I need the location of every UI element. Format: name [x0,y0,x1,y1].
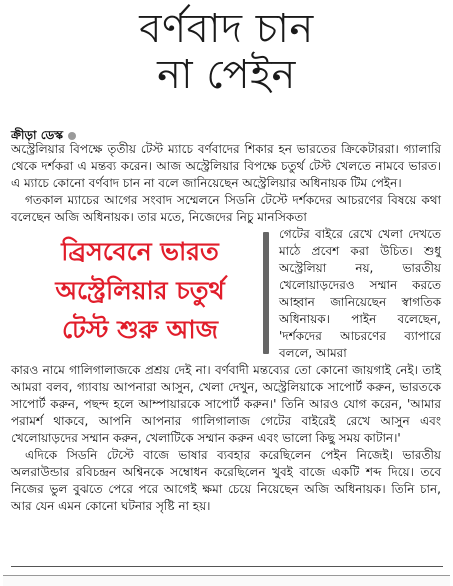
next-article-edge [3,575,450,586]
paragraph-2-lead: গতকাল ম্যাচের আগের সংবাদ সম্মেলনে সিডনি টেস্টে দর্শকদের আচরণের বিষয়ে কথা বলেছেন অজি অধিনায়ক। তার মতে, নিজেদের নিচু মানসিকতা [11,193,441,224]
pull-quote-line-3: টেস্ট শুরু আজ [61,315,219,344]
paragraph-3: এদিকে সিডনি টেস্টে বাজে ভাষার ব্যবহার করেছিলেন পেইন নিজেই। ভারতীয় অলরাউন্ডার রবিচন্দ্রন অশ্বিনকে সম্বোধন করেছিলেন খুবই বাজে একটি শব্দ দিয়ে। তবে নিজের ভুল বুঝতে পেরে পরে আগেই ক্ষমা চেয়ে নিয়েছেন অজি অধিনায়ক। তিনি চান, আর যেন এমন কোনো ঘটনার সৃষ্টি না হয়। [11,448,441,513]
paragraph-1: অস্ট্রেলিয়ার বিপক্ষে তৃতীয় টেস্ট ম্যাচে বর্ণবাদের শিকার হন ভারতের ক্রিকেটাররা। গ্যালারি থেকে দর্শকরা এ মন্তব্য করেন। আজ অস্ট্রেলিয়ার বিপক্ষে চতুর্থ টেস্ট খেলতে নামবে ভারত। এ ম্যাচে কোনো বর্ণবাদ চান না বলে জানিয়েছেন অস্ট্রেলিয়ার অধিনায়ক টিম পেইন। [11,142,441,190]
headline-line-2: না পেইন [157,52,296,98]
divider [11,566,443,567]
newspaper-clipping [3,0,450,585]
bullet-dot-icon [68,132,76,140]
dateline-text: ক্রীড়া ডেস্ক [11,128,64,142]
pull-quote-text [15,232,265,349]
pull-quote-wrap [11,226,441,362]
pull-quote-bar [263,232,269,354]
paragraph-2-wrap: গেটের বাইরে রেখে খেলা দেখতে মাঠে প্রবেশ করা উচিত। শুধু অস্ট্রেলিয়া নয়, ভারতীয় খেলোয়াড়দেরও সম্মান করতে আহ্বান জানিয়েছেন স্বাগতিক অধিনায়ক। পাইন বলেছেন, 'দর্শকদের আচরণের ব্যাপারে বললে, আমরা [279,227,441,360]
headline [3,6,450,98]
pull-quote [11,228,273,356]
article-body [11,141,441,515]
pull-quote-line-1: ব্রিসবেনে ভারত [61,237,219,266]
headline-line-1: বর্ণবাদ চান [139,6,314,52]
paragraph-2-rest: কারও নামে গালিগালাজকে প্রশ্রয় দেই না। বর্ণবাদী মন্তব্যের তো কোনো জায়গাই নেই। তাই আমরা বলব, গ্যাবায় আপনারা আসুন, খেলা দেখুন, অস্ট্রেলিয়াকে সাপোর্ট করুন, ভারতকে সাপোর্ট করুন, পছন্দ হলে আম্পায়ারকে সাপোর্ট করুন।' তিনি আরও যোগ করেন, 'আমার পরামর্শ থাকবে, আপনি আপনার গালিগালাজ গেটের বাইরেই রেখে আসুন এবং খেলোয়াড়দের সম্মান করুন, খেলাটিকে সম্মান করুন এবং ভালো কিছু সময় কাটান।' [11,363,441,445]
pull-quote-line-2: অস্ট্রেলিয়ার চতুর্থ [55,276,225,305]
